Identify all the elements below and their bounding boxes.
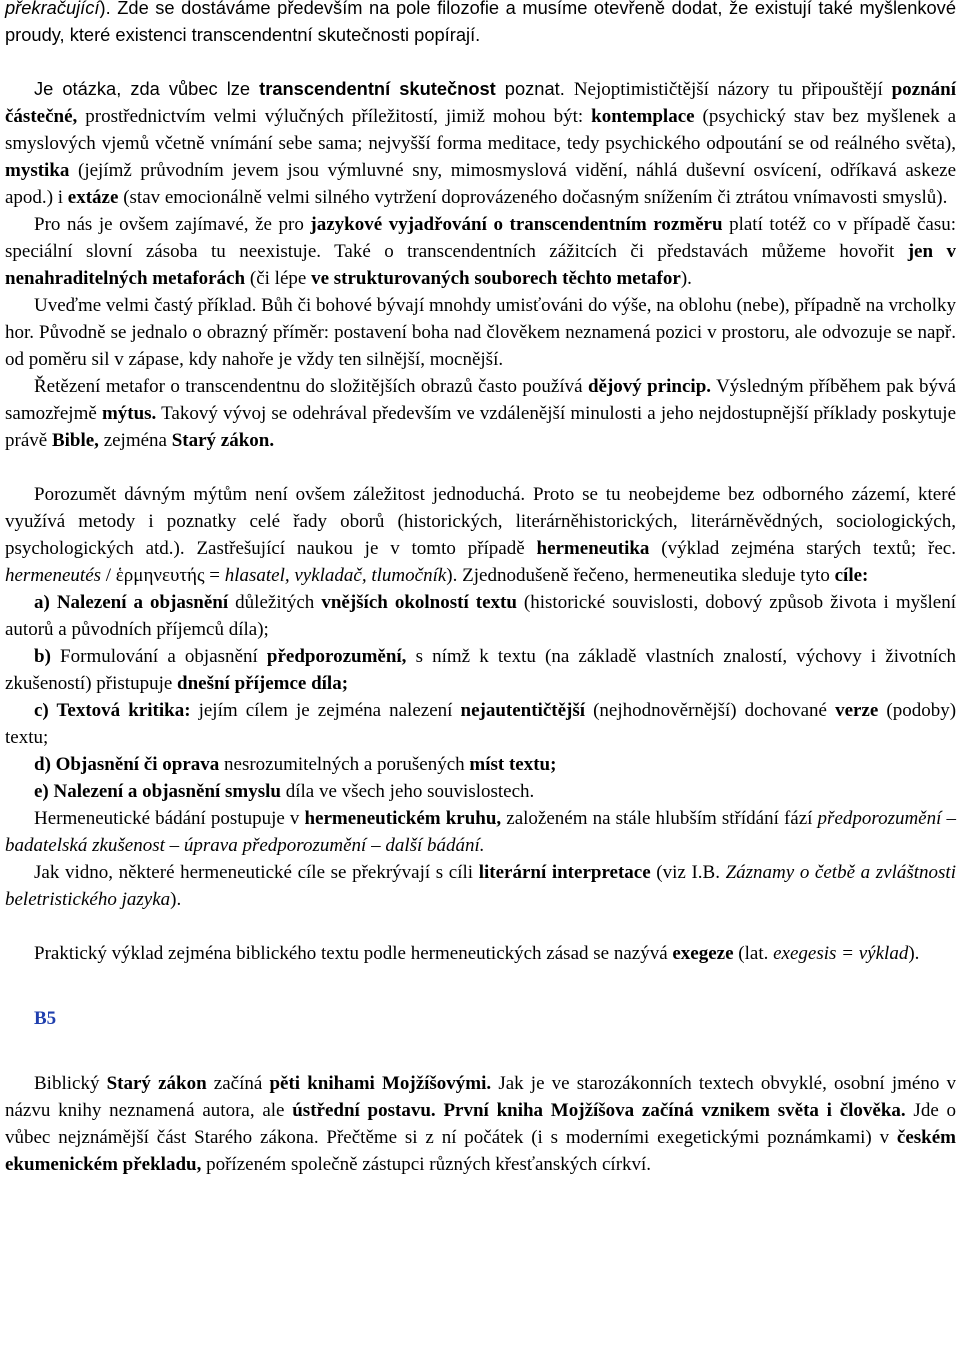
p5-h: cíle: (834, 565, 869, 586)
p6-b: hermeneutickém kruhu, (304, 808, 502, 829)
lc-e: verze (835, 700, 879, 721)
p3-a: Uveďme velmi častý příklad. Bůh či bohové bývají mnohdy umisťováni do výše, na oblohu (nebe), případně na vrcholky hor. Původně se jednalo o obrazný příměr: postavení boha nad člověkem neznamená pozici v prostoru, ale odvozuje se např. od poměru sil v zápase, kdy nahoře je vždy ten silnější, mocnější. (5, 295, 956, 370)
p6-c: založeném na stále hlubším střídání fází (501, 808, 818, 829)
p1-g: kontemplace (591, 106, 695, 127)
p2-a: Pro nás je ovšem zajímavé, že pro (34, 214, 311, 235)
intro-italic-word: překračující (5, 0, 100, 18)
p7-a: Jak vidno, některé hermeneutické cíle se překrývají s cíli (34, 862, 479, 883)
la-b: důležitých (228, 592, 322, 613)
p5-a: Porozumět dávným mýtům není ovšem záležitost jednoduchá. Proto se tu neobejdeme bez odborného zázemí, které využívá metody i poznatky celé řady oborů (historických, literárněhistorických, literárněvědných, sociologických, psychologických atd.). Zastřešující naukou je v tomto případě (5, 484, 956, 559)
p9-f: ústřední postavu. (292, 1100, 436, 1121)
p1-f: prostřednictvím velmi výlučných příležitostí, jimiž mohou být: (77, 106, 592, 127)
p4-d: mýtus. (101, 403, 157, 424)
paragraph-language (5, 211, 956, 292)
paragraph-exegesis (5, 940, 956, 967)
lc-c: nejautentičtější (460, 700, 586, 721)
p2-c: platí totéž co v případě času: speciální slovní zásoba tu neexistuje. Také o transcendentních zážitcích či představách můžeme hovořit (5, 214, 956, 262)
p8-d: exegesis = výklad (773, 943, 909, 964)
lb-d: s nímž k textu (na základě vlastních znalostí, výchovy i životních zkušeností) přistupuje (5, 646, 956, 694)
p9-e: Jak je ve starozákonních textech obvyklé, osobní jméno v názvu knihy neznamená autora, ale (5, 1073, 956, 1121)
p9-b: Starý zákon (106, 1073, 207, 1094)
intro-paragraph (5, 0, 956, 48)
paragraph-interpretation (5, 859, 956, 913)
p1-h: (psychický stav bez myšlenek a smyslových vjemů včetně vnímání sebe sama; nejvyšší forma meditace, tedy psychického odpoutání se od reálného světa), (5, 106, 956, 154)
lc-d: (nejhodnověrnější) dochované (585, 700, 836, 721)
p1-b: transcendentní skutečnost (259, 78, 496, 99)
lb-a: b) (34, 646, 51, 667)
p1-i: mystika (5, 160, 70, 181)
la-c: vnějších okolností textu (321, 592, 517, 613)
p4-g: zejména (98, 430, 172, 451)
lc-f: (podoby) textu; (5, 700, 957, 748)
p4-c: Výsledným příběhem pak bývá samozřejmě (5, 376, 956, 424)
p9-d: pěti knihami Mojžíšovými. (269, 1073, 492, 1094)
p2-b: jazykové vyjadřování o transcendentním rozměru (310, 214, 723, 235)
p4-e: Takový vývoj se odehrával především ve vzdálenější minulosti a jeho nejdostupnější příklady poskytuje právě (5, 403, 956, 451)
paragraph-myth (5, 373, 956, 454)
goal-item-e (5, 778, 956, 805)
p8-a: Praktický výklad zejména biblického textu podle hermeneutických zásad se nazývá (34, 943, 673, 964)
p6-d: předporozumění – badatelská zkušenost – úprava předporozumění – další bádání. (5, 808, 956, 856)
la-a: a) Nalezení a objasnění (34, 592, 229, 613)
paragraph-circle (5, 805, 956, 859)
goal-item-b (5, 643, 956, 697)
lb-c: předporozumění, (266, 646, 407, 667)
p9-h: První kniha Mojžíšova začíná vznikem světa i člověka. (443, 1100, 906, 1121)
p4-a: Řetězení metafor o transcendentnu do složitějších obrazů často používá (34, 376, 588, 397)
p1-c: poznat. (495, 78, 574, 99)
p5-b: hermeneutika (536, 538, 650, 559)
paragraph-old-testament (5, 1070, 956, 1178)
lc-a: c) Textová kritika: (34, 700, 191, 721)
p8-c: (lat. (733, 943, 774, 964)
le-a: e) Nalezení a objasnění smyslu (34, 781, 281, 802)
p4-h: Starý zákon. (171, 430, 275, 451)
ld-a: d) Objasnění či oprava (34, 754, 220, 775)
p7-b: literární interpretace (478, 862, 651, 883)
lb-e: dnešní příjemce díla; (177, 673, 349, 694)
p9-j: českém ekumenickém překladu, (5, 1127, 956, 1175)
lb-b: Formulování a objasnění (50, 646, 267, 667)
p5-d: hermeneutés (5, 565, 102, 586)
p2-e: (či lépe (245, 268, 312, 289)
p1-d: Nejoptimističtější názory tu připouštějí (573, 79, 892, 100)
p5-c: (výklad zejména starých textů; řec. (649, 538, 956, 559)
le-b: díla ve všech jeho souvislostech. (281, 781, 535, 802)
paragraph-example (5, 292, 956, 373)
goal-item-c (5, 697, 956, 751)
paragraph-knowledge (5, 75, 956, 211)
p6-a: Hermeneutické bádání postupuje v (34, 808, 305, 829)
p9-k: pořízeném společně zástupci různých křesťanských církví. (201, 1154, 652, 1175)
p9-a: Biblický (34, 1073, 107, 1094)
goal-item-a (5, 589, 956, 643)
section-heading: B5 (34, 1008, 57, 1029)
p9-c: začíná (206, 1073, 270, 1094)
p5-g: ). Zjednodušeně řečeno, hermeneutika sleduje tyto (446, 565, 835, 586)
p8-e: ). (908, 943, 920, 964)
p5-f: hlasatel, vykladač, tlumočník (224, 565, 447, 586)
p1-e: poznání částečné, (5, 79, 956, 127)
ld-c: míst textu; (469, 754, 557, 775)
p1-j: (jejímž průvodním jevem jsou výmluvné sny, mimosmyslová vidění, náhlá duševní osvícení, odříkavá askeze apod. (5, 160, 956, 208)
la-d: (historické souvislosti, dobový způsob života i myšlení autorů a původních příjemců díla); (5, 592, 956, 640)
intro-text: ). Zde se dostáváme především na pole filozofie a musíme otevřeně dodat, že existují také myšlenkové proudy, které existenci transcendentní skutečnosti popírají. (5, 0, 956, 45)
goal-item-d (5, 751, 956, 778)
p2-f: ve strukturovaných souborech těchto metafor (311, 268, 681, 289)
p1-l: extáze (67, 187, 119, 208)
p5-e: / ἑρμηνευτής = (101, 565, 225, 586)
p1-a: Je otázka, zda vůbec lze (34, 78, 260, 99)
p2-d: jen v nenahraditelných metaforách (5, 241, 957, 289)
p4-b: dějový princip. (587, 376, 712, 397)
ld-b: nesrozumitelných a porušených (219, 754, 470, 775)
p9-i: Jde o vůbec nejznámější část Starého zákona. Přečtěme si z ní počátek (i s moderními exegetickými poznámkami) v (5, 1100, 957, 1148)
lc-b: jejím cílem je zejména nalezení (190, 700, 461, 721)
p1-k: ) i (46, 187, 68, 208)
p7-d: Záznamy o četbě a zvláštnosti beletristického jazyka (5, 862, 956, 910)
p2-g: ). (680, 268, 692, 289)
p7-e: ). (170, 889, 182, 910)
p7-c: (viz I.B. (650, 862, 726, 883)
p1-m: (stav emocionálně velmi silného vytržení doprovázeného dočasným snížením či ztrátou vnímavosti smyslů). (118, 187, 948, 208)
p8-b: exegeze (672, 943, 734, 964)
paragraph-hermeneutics (5, 481, 956, 589)
p4-f: Bible, (51, 430, 99, 451)
